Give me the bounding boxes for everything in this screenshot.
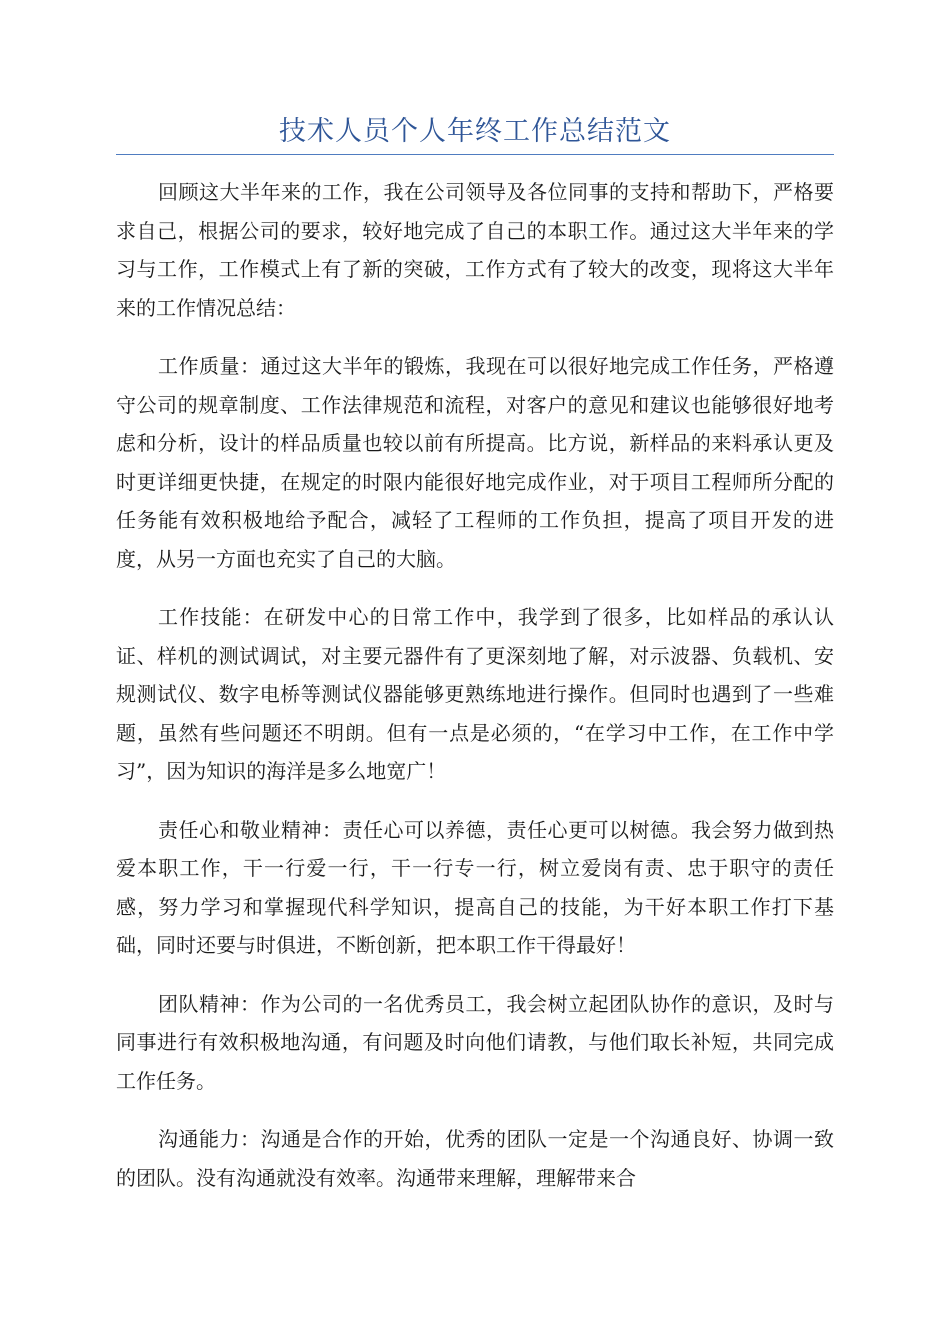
paragraph-work-skills: 工作技能：在研发中心的日常工作中，我学到了很多，比如样品的承认认证、样机的测试调试，对主要元器件有了更深刻地了解，对示波器、负载机、安规测试仪、数字电桥等测试仪器能够更熟练地进行操作。但同时也遇到了一些难题，虽然有些问题还不明朗。但有一点是必须的，“在学习中工作，在工作中学习”，因为知识的海洋是多么地宽广！ xyxy=(116,605,834,783)
paragraph-work-quality: 工作质量：通过这大半年的锻炼，我现在可以很好地完成工作任务，严格遵守公司的规章制度、工作法律规范和流程，对客户的意见和建议也能够很好地考虑和分析，设计的样品质量也较以前有所提高。比方说，新样品的来料承认更及时更详细更快捷，在规定的时限内能很好地完成作业，对于项目工程师所分配的任务能有效积极地给予配合，减轻了工程师的工作负担，提高了项目开发的进度，从另一方面也充实了自己的大脑。 xyxy=(116,354,834,571)
document-body xyxy=(116,173,834,1217)
document-title: 技术人员个人年终工作总结范文 xyxy=(279,116,671,147)
paragraph-communication: 沟通能力：沟通是合作的开始，优秀的团队一定是一个沟通良好、协调一致的团队。没有沟通就没有效率。沟通带来理解，理解带来合 xyxy=(116,1127,834,1190)
paragraph-intro: 回顾这大半年来的工作，我在公司领导及各位同事的支持和帮助下，严格要求自己，根据公司的要求，较好地完成了自己的本职工作。通过这大半年来的学习与工作，工作模式上有了新的突破，工作方式有了较大的改变，现将这大半年来的工作情况总结： xyxy=(116,180,834,320)
title-underline xyxy=(116,154,834,155)
paragraph-teamwork: 团队精神：作为公司的一名优秀员工，我会树立起团队协作的意识，及时与同事进行有效积极地沟通，有问题及时向他们请教，与他们取长补短，共同完成工作任务。 xyxy=(116,991,834,1093)
paragraph-responsibility: 责任心和敬业精神：责任心可以养德，责任心更可以树德。我会努力做到热爱本职工作，干一行爱一行，干一行专一行，树立爱岗有责、忠于职守的责任感，努力学习和掌握现代科学知识，提高自己的技能，为干好本职工作打下基础，同时还要与时俱进，不断创新，把本职工作干得最好！ xyxy=(116,817,834,957)
